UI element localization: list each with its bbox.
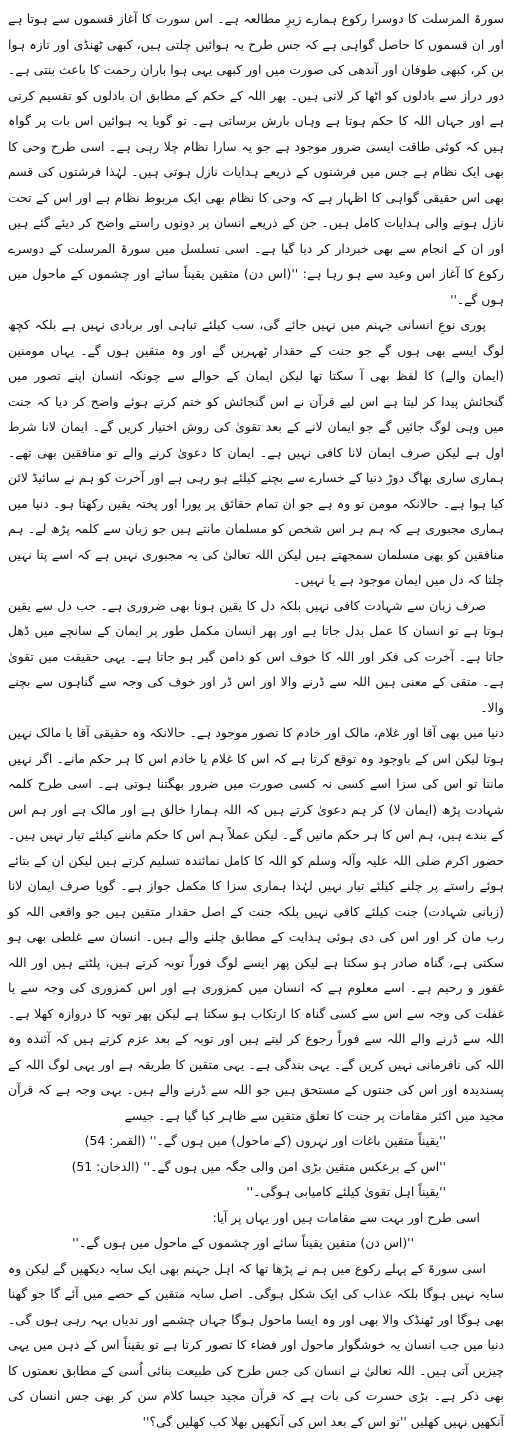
paragraph-intro: سورۃ المرسلت کا دوسرا رکوع ہمارے زیرِ مطالعہ ہے۔ اس سورت کا آغاز قسموں سے ہوتا ہے اور ان قسموں کا حاصل گواہی ہے کہ جس طرح یہ ہوائیں چلتی ہیں، کبھی ٹھنڈی اور تازہ ہوا بن کر، کبھی طوفان اور آندھی کی صورت میں اور کبھی یہی ہوا باران رحمت کا باعث بنتی ہے۔ دور دراز سے بادلوں کو اٹھا کر لاتی ہیں۔ پھر اللہ کے حکم کے مطابق ان بادلوں کو تقسیم کرتی ہے اور جہاں اللہ کا حکم ہوتا ہے وہاں بارش برساتی ہے۔ تو گویا یہ ہوائیں اس بات پر گواہ ہیں کہ کوئی طاقت ایسی ضرور موجود ہے جو یہ سارا نظام چلا رہی ہے۔ اسی طرح وحی کا بھی ایک نظام ہے جس میں فرشتوں کے ذریعے ہدایات نازل ہوتی ہیں۔ لہٰذا فرشتوں کی قسم بھی اس حقیقی گواہی کا اظہار ہے کہ وحی کا نظام بھی ایک مربوط نظام ہے اور اس کے تحت نازل ہونے والی ہدایات کامل ہیں۔ جن کے ذریعے انسان پر دونوں راستے واضح کر دیئے گئے ہیں اور ان کے انجام سے بھی خبردار کر دیا گیا ہے۔ اسی تسلسل میں سورۃ المرسلت کے دوسرے رکوع کا آغاز اس وعید سے ہو رہا ہے: ''(اس دن) متقین یقیناً سائے اور چشموں کے ماحول میں ہوں گے۔''	[8, 6, 504, 312]
quote-ad-dukhan: ''اس کے برعکس متقین بڑی امن والی جگہ میں ہوں گے۔'' (الدخان: 51)	[8, 1154, 504, 1180]
subhead-more-places: اسی طرح اور بہت سے مقامات ہیں اور یہاں پر آیا:	[8, 1205, 504, 1231]
verse-shade-springs: ''(اس دن) متقین یقیناً سائے اور چشموں کے ماحول میں ہوں گے۔''	[8, 1230, 504, 1256]
paragraph-closing: اسی سورۃ کے پہلے رکوع میں ہم نے پڑھا تھا کہ اہل جہنم بھی ایک سایہ دیکھیں گے لیکن وہ سایہ نہیں ہوگا بلکہ عذاب کی ایک شکل ہوگی۔ اصل سایہ متقین کے حصے میں آئے گا جو گھنا بھی ہوگا اور ٹھنڈک والا بھی اور وہ ایسا ماحول ہوگا جہاں چشمے اور ندیاں بہہ رہی ہوں گی۔ دنیا میں جب انسان یہ خوشگوار ماحول اور فضاء کا تصور کرتا ہے تو یقیناً اس کے ذہن میں یہی چیزیں آتی ہیں۔ اللہ تعالیٰ نے انسان کی جس طرح کی طبیعت بنائی اُسی کے مطابق نعمتوں کا بھی ذکر ہے۔ بڑی حسرت کی بات ہے کہ قرآن مجید جیسا کلام سن کر بھی جس انسان کی آنکھیں نہیں کھلیں ''تو اس کے بعد اس کی آنکھیں بھلا کب کھلیں گی؟''	[8, 1256, 504, 1434]
quote-al-qamar: ''یقیناً متقین باغات اور نہروں (کے ماحول) میں ہوں گے۔'' (القمر: 54)	[8, 1128, 504, 1154]
article-column	[8, 6, 504, 1434]
paragraph-taqwa: صرف زبان سے شہادت کافی نہیں بلکہ دل کا یقین ہونا بھی ضروری ہے۔ جب دل سے یقین ہوتا ہے تو انسان کا عمل بدل جاتا ہے اور پھر انسان مکمل طور پر ایمان کے سانچے میں ڈھل جاتا ہے۔ آخرت کی فکر اور اللہ کا خوف اس کو دامن گیر ہو جاتا ہے۔ یہی حقیقت میں تقویٰ ہے۔ متقی کے معنی ہیں اللہ سے ڈرنے والا اور اس ڈر اور خوف کی وجہ سے گناہوں سے بچنے والا۔	[8, 593, 504, 721]
paragraph-master-servant: دنیا میں بھی آقا اور غلام، مالک اور خادم کا تصور موجود ہے۔ حالانکہ وہ حقیقی آقا یا مالک نہیں ہوتا لیکن اس کے باوجود وہ توقع کرتا ہے کہ اس کا غلام یا خادم اس کا ہر حکم مانے۔ اگر نہیں مانتا تو اس کی سزا اسے کسی نہ کسی صورت میں ضرور بھگتنا ہوتی ہے۔ اسی طرح کلمہ شہادت پڑھ (ایمان لا) کر ہم دعویٰ کرتے ہیں کہ اللہ ہمارا خالق ہے اور مالک ہے اور ہم اس کے بندے ہیں، ہم اس کا ہر حکم مانیں گے۔ لیکن عملاً ہم اس کا حکم ماننے کیلئے تیار نہیں ہیں۔ حضور اکرم صلی اللہ علیہ وآلہ وسلم کو اللہ کا کامل نمائندہ تسلیم کرتے ہیں لیکن ان کے بتائے ہوئے راستے پر چلنے کیلئے تیار نہیں لہٰذا ہماری سزا کا مکمل جواز ہے۔ گویا صرف ایمان لانا (زبانی شہادت) جنت کیلئے کافی نہیں بلکہ جنت کے اصل حقدار متقین ہیں جو واقعی اللہ کو رب مان کر اور اس کی دی ہوئی ہدایت کے مطابق چلنے والے ہیں۔ انسان سے غلطی بھی ہو سکتی ہے، گناہ صادر ہو سکتا ہے لیکن پھر ایسے لوگ فوراً توبہ کرتے ہیں، پلٹتے ہیں اور اللہ غفور و رحیم ہے۔ اسے معلوم ہے کہ انسان میں کمزوری ہے اور اس کمزوری کی وجہ سے یا غفلت کی وجہ سے اس سے کسی گناہ کا ارتکاب ہو سکتا ہے لیکن پھر توبہ کا دروازہ کھلا ہے۔ اللہ سے ڈرنے والے اللہ سے فوراً رجوع کر لیتے ہیں اور توبہ کے بعد عزم کرتے ہیں کہ آئندہ وہ اللہ کی نافرمانی نہیں کریں گے۔ یہی بندگی ہے۔ یہی متقین کا طریقہ ہے اور یہی لوگ اللہ کے پسندیدہ اور اس کی جنتوں کے مستحق ہیں جو اللہ سے ڈرنے والے ہیں۔ یہی وجہ ہے کہ قرآن مجید میں اکثر مقامات پر جنت کا تعلق متقین سے ظاہر کیا گیا ہے۔ جیسے	[8, 720, 504, 1128]
paragraph-mankind: پوری نوعِ انسانی جہنم میں نہیں جائے گی، سب کیلئے تباہی اور بربادی نہیں ہے بلکہ کچھ لوگ ایسے بھی ہوں گے جو جنت کے حقدار ٹھہریں گے اور وہ متقین ہوں گے۔ یہاں مومنین (ایمان والے) کا لفظ بھی آ سکتا تھا لیکن ایمان کے حوالے سے چونکہ انسان اپنے تصور میں گنجائش پیدا کر لیتا ہے اس لیے قرآن نے اس گنجائش کو ختم کرتے ہوئے واضح کر دیا کہ جنت میں وہی لوگ جائیں گے جو ایمان لانے کے بعد تقویٰ کی روش اختیار کریں گے۔ ایمان لانا شرط اول ہے لیکن صرف ایمان لانا کافی نہیں ہے۔ ایمان کا دعویٰ کرنے والے تو منافقین بھی تھے۔ ہماری ساری بھاگ دوڑ دنیا کے خسارے سے بچنے کیلئے ہو رہی ہے اور آخرت کو ہم نے سائیڈ لائن کیا ہوا ہے۔ حالانکہ مومن تو وہ ہے جو ان تمام حقائق پر پورا اور پختہ یقین رکھتا ہو۔ دنیا میں ہماری مجبوری ہے کہ ہم ہر اس شخص کو مسلمان مانتے ہیں جو زبان سے کلمہ پڑھ لے۔ ہم منافقین کو بھی مسلمان سمجھتے ہیں لیکن اللہ تعالیٰ کی یہ مجبوری نہیں ہے کہ اسے پتا نہیں چلتا کہ دل میں ایمان موجود ہے یا نہیں۔	[8, 312, 504, 593]
quote-success: ''یقیناً اہل تقویٰ کیلئے کامیابی ہوگی۔''	[8, 1179, 504, 1205]
